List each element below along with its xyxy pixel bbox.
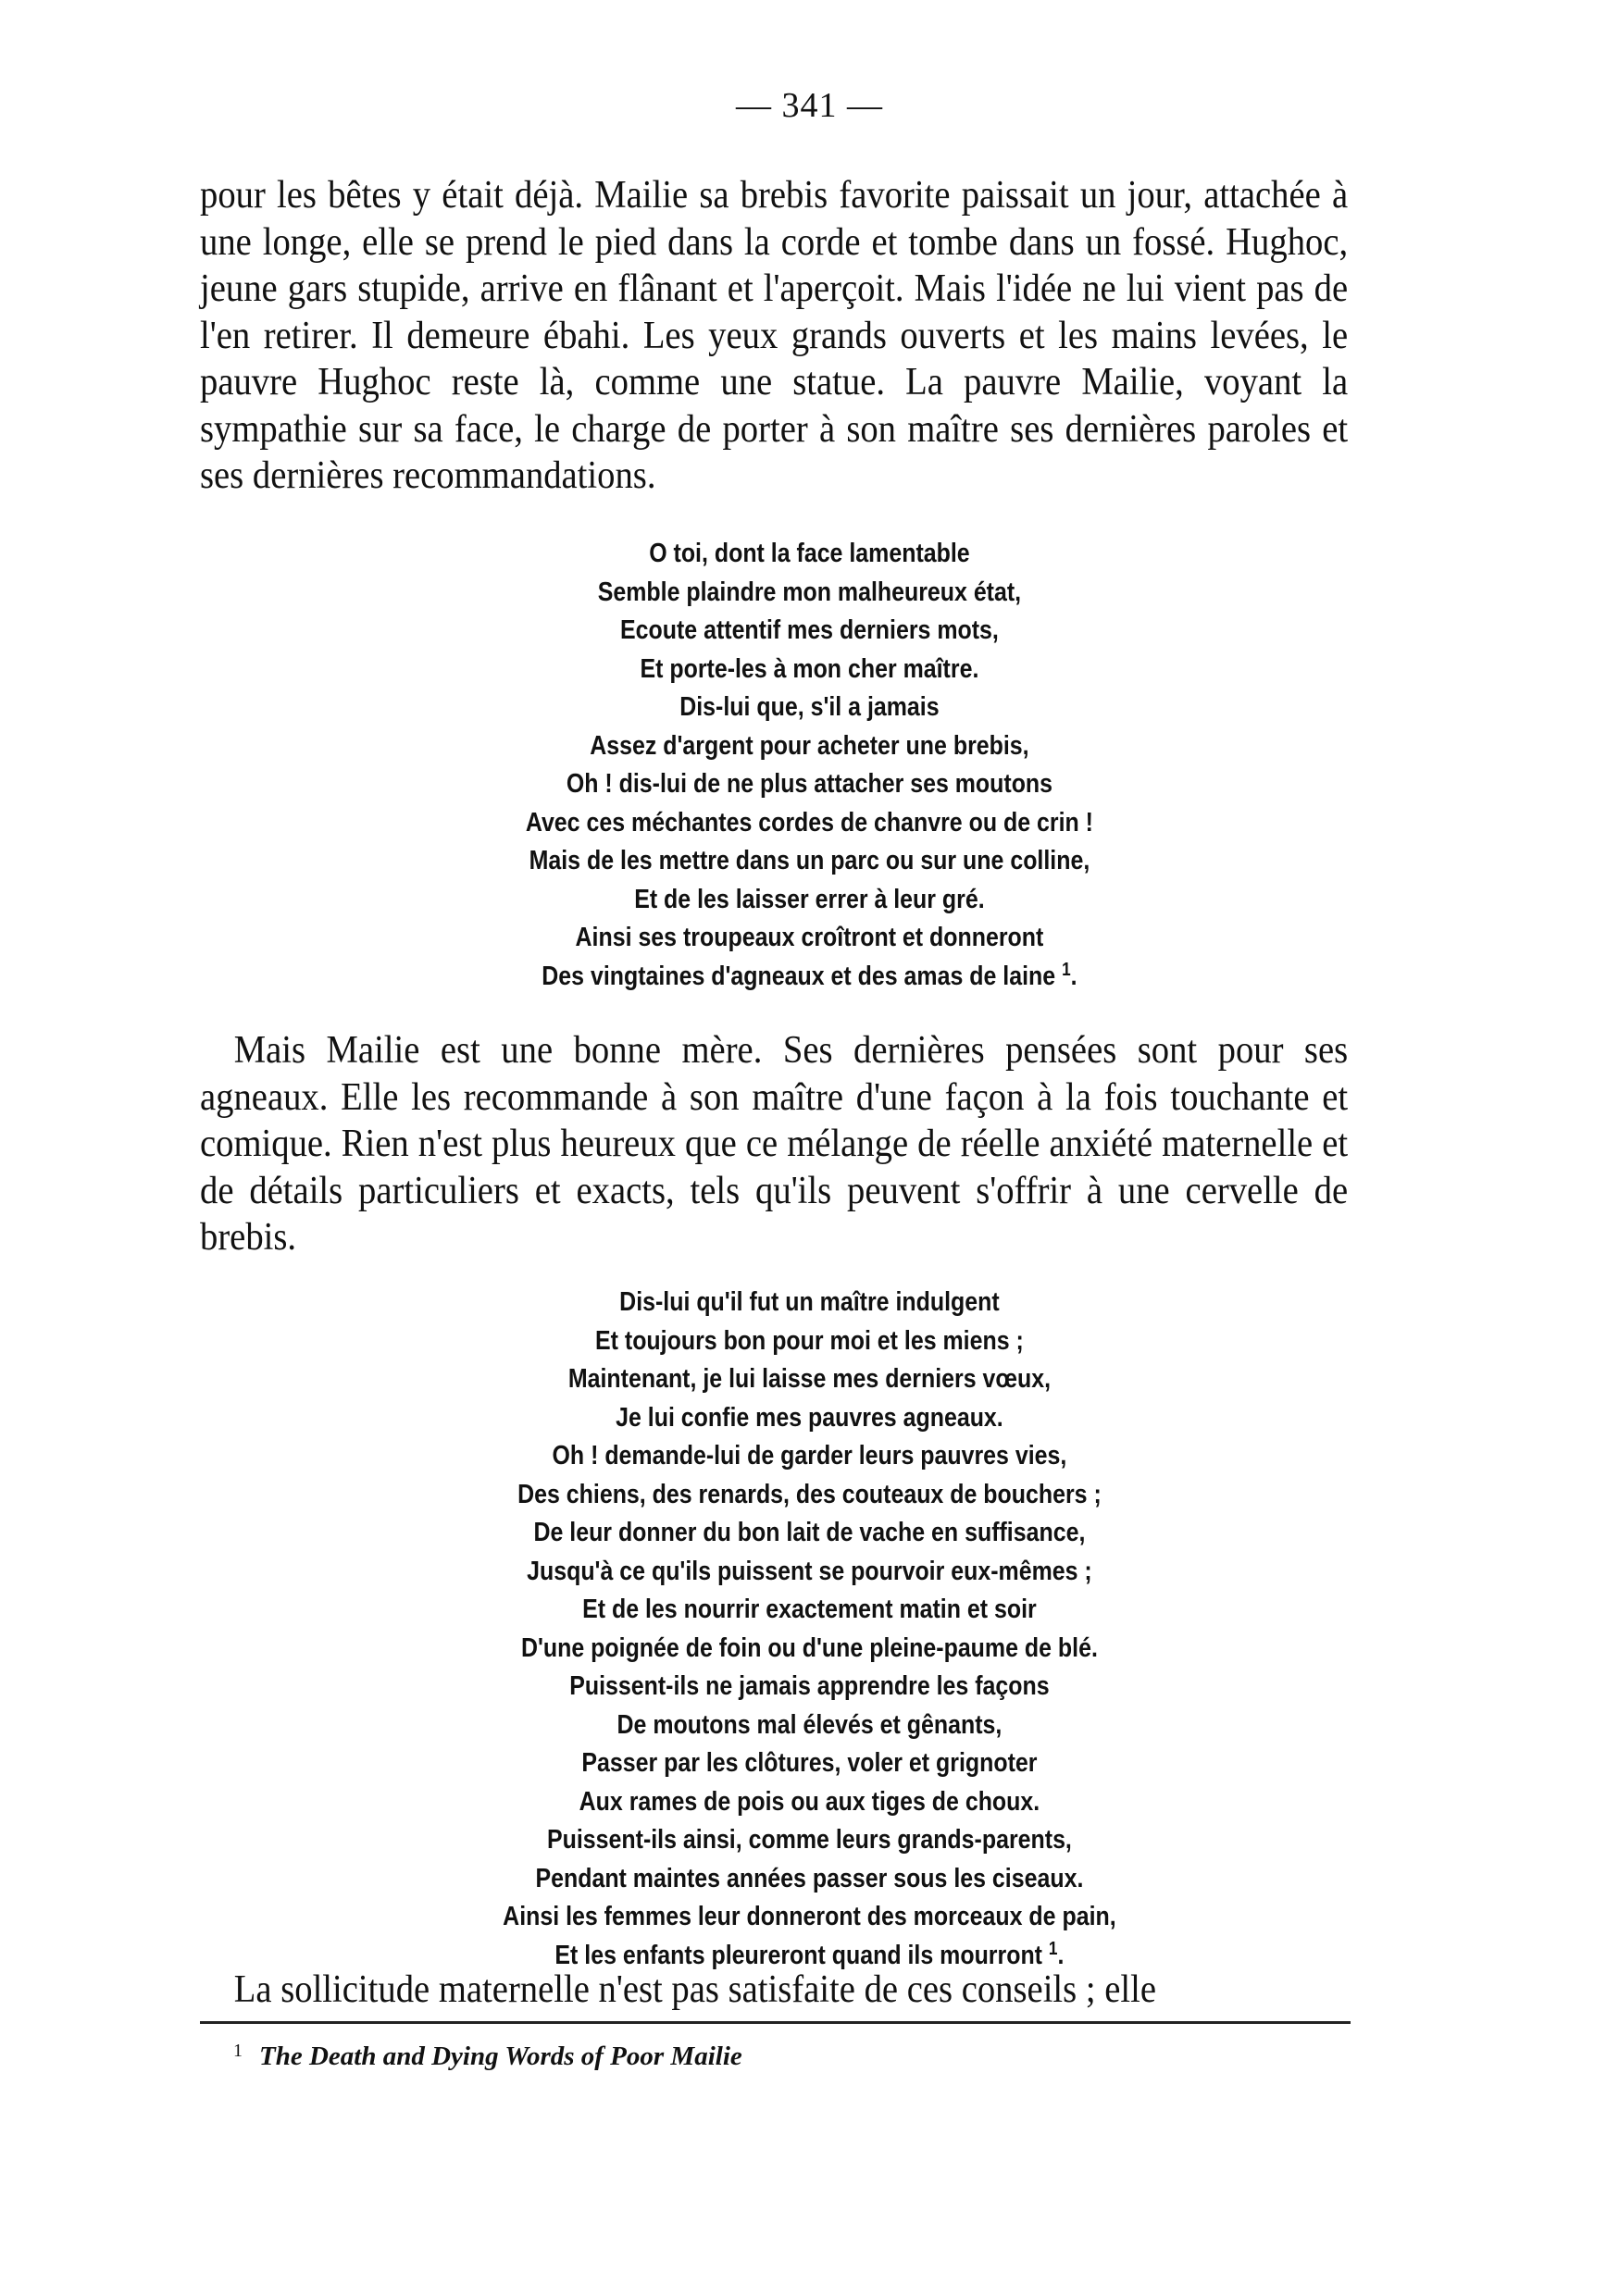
footnote-divider (200, 2021, 1351, 2024)
footnote-mark: 1 (1048, 1938, 1058, 1959)
verse-line: Assez d'argent pour acheter une brebis, (590, 730, 1029, 761)
verse-line: Et de les laisser errer à leur gré. (634, 884, 985, 914)
verse-line: Passer par les clôtures, voler et grignoter (581, 1748, 1038, 1778)
verse-line: Aux rames de pois ou aux tiges de choux. (579, 1786, 1040, 1817)
paragraph-1-text: pour les bêtes y était déjà. Mailie sa brebis favorite paissait un jour, attachée à une longe, elle se prend le pied dans la corde et tombe dans un fossé. Hughoc, jeune gars stupide, arrive en flânant et l'aperçoit. Mais l'idée ne lui vient pas de l'en retirer. Il demeure ébahi. Les yeux grands ouverts et les mains levées, le pauvre Hughoc reste là, comme une statue. La pauvre Mailie, voyant la sympathie sur sa face, le charge de porter à son maître ses dernières paroles et ses dernières recommandations. (200, 174, 1349, 497)
verse-line: Ainsi ses troupeaux croîtront et donneront (575, 923, 1044, 952)
verse-line: Avec ces méchantes cordes de chanvre ou de crin ! (525, 807, 1093, 838)
verse-line: Oh ! dis-lui de ne plus attacher ses moutons (566, 769, 1053, 799)
verse-line: Des vingtaines d'agneaux et des amas de laine (542, 961, 1056, 991)
footnote-text: The Death and Dying Words of Poor Mailie (259, 2042, 742, 2071)
verse-line: Semble plaindre mon malheureux état, (597, 577, 1022, 607)
paragraph-2-text: Mais Mailie est une bonne mère. Ses dernières pensées sont pour ses agneaux. Elle les recommande à son maître d'une façon à la fois touchante et comique. Rien n'est plus heureux que ce mélange de réelle anxiété maternelle et de détails particuliers et exacts, tels qu'ils peuvent s'offrir à une cervelle de brebis. (200, 1029, 1349, 1259)
verse-line: O toi, dont la face lamentable (649, 539, 970, 568)
verse-line: Dis-lui que, s'il a jamais (679, 692, 940, 722)
verse-line: Ainsi les femmes leur donneront des morceaux de pain, (503, 1902, 1116, 1931)
verse-line: Et toujours bon pour moi et les miens ; (595, 1325, 1024, 1356)
verse-line: Pendant maintes années passer sous les ciseaux. (535, 1863, 1084, 1893)
paragraph-3 (200, 1967, 1348, 2014)
verse-1 (113, 535, 1505, 996)
verse-line: Jusqu'à ce qu'ils puissent se pourvoir eux-mêmes ; (527, 1556, 1092, 1586)
page-number: — 341 — (736, 86, 883, 125)
verse-line: Ecoute attentif mes derniers mots, (620, 615, 999, 645)
verse-line: Puissent-ils ainsi, comme leurs grands-parents, (546, 1825, 1072, 1855)
verse-line: De leur donner du bon lait de vache en suffisance, (533, 1518, 1086, 1547)
footnote-mark: 1 (1062, 959, 1071, 980)
verse-line: Dis-lui qu'il fut un maître indulgent (619, 1287, 1000, 1317)
verse-line: Je lui confie mes pauvres agneaux. (616, 1402, 1003, 1433)
verse-line: Maintenant, je lui laisse mes derniers vœux, (567, 1364, 1051, 1394)
paragraph-2 (200, 1027, 1348, 1261)
footnote-number: 1 (233, 2041, 243, 2061)
verse-line: De moutons mal élevés et gênants, (616, 1709, 1003, 1740)
verse-2 (113, 1284, 1505, 1975)
paragraph-1 (200, 172, 1348, 500)
footnote (233, 2041, 742, 2072)
verse-line: Oh ! demande-lui de garder leurs pauvres vies, (552, 1441, 1067, 1471)
verse-line: Et les enfants pleureront quand ils mourront (554, 1940, 1042, 1970)
verse-line: Et porte-les à mon cher maître. (640, 653, 979, 684)
verse-line: Des chiens, des renards, des couteaux de bouchers ; (517, 1479, 1102, 1509)
verse-line-with-note: Et les enfants pleureront quand ils mourront $^1$. (554, 1938, 1065, 1970)
verse-line: Et de les nourrir exactement matin et soir (582, 1595, 1037, 1624)
verse-line-with-note: Des vingtaines d'agneaux et des amas de laine $^1$. (542, 959, 1077, 991)
paragraph-3-text: La sollicitude maternelle n'est pas satisfaite de ces conseils ; elle (233, 1968, 1157, 2011)
verse-line: D'une poignée de foin ou d'une pleine-paume de blé. (520, 1632, 1098, 1663)
verse-line: Mais de les mettre dans un parc ou sur une colline, (529, 846, 1090, 875)
verse-line: Puissent-ils ne jamais apprendre les façons (569, 1671, 1050, 1701)
